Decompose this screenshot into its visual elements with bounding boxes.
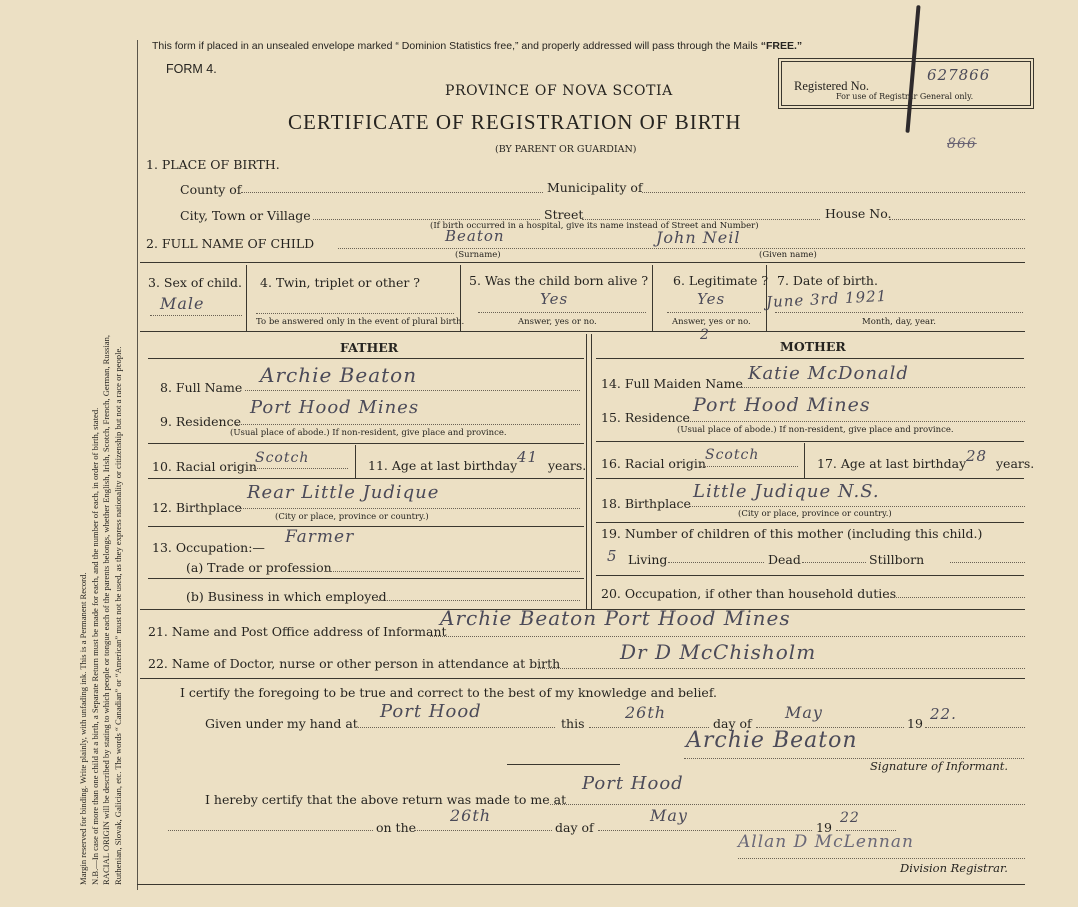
father-res-rule <box>148 443 584 444</box>
father-birthplace-line <box>240 508 580 509</box>
margin-note-3: RACIAL ORIGIN will be described by stating to which people or tongue each of the parents belongs, whether English, Irish, Scotch, French, German, Russian, <box>101 334 111 885</box>
mother-occupation-label: 20. Occupation, if other than household duties <box>601 586 897 601</box>
county-line <box>241 192 543 193</box>
mother-occupation-line <box>884 597 1025 598</box>
registrar-statement: I hereby certify that the above return was made to me at <box>205 792 567 807</box>
registrar-dayof-label: day of <box>555 820 594 835</box>
registrar-year: 22 <box>840 810 860 826</box>
father-residence-label: 9. Residence <box>160 414 241 429</box>
surname-caption: (Surname) <box>455 250 501 260</box>
date-value: June 3rd 1921 <box>765 286 888 312</box>
margin-note-4: Ruthenian, Slovak, Galician, etc. The words “ Canadian” or “American” must not be used, as they express nationality or citizenship but not a race or people. <box>112 346 123 885</box>
dead-line <box>802 562 866 563</box>
child-surname: Beaton <box>445 227 505 245</box>
municipality-label: Municipality of <box>547 180 643 195</box>
mother-living-count: 5 <box>607 547 618 565</box>
row3-bottom-rule <box>140 331 1025 332</box>
living-label: Living <box>628 552 668 567</box>
mother-name: Katie McDonald <box>748 363 909 384</box>
doctor-value: Dr D McChisholm <box>620 640 817 664</box>
mother-birthplace-label: 18. Birthplace <box>601 496 691 511</box>
mother-birth-rule <box>596 522 1024 523</box>
given-place: Port Hood <box>380 701 482 722</box>
given-label: Given under my hand at <box>205 716 358 731</box>
legitimate-line <box>667 312 761 313</box>
margin-note-2: N.B.—In case of more than one child at a birth, a Separate Return must be made for each, and the number of each, in order of birth, stated. <box>89 407 100 885</box>
mother-residence-label: 15. Residence <box>601 410 690 425</box>
given-day: 26th <box>625 703 667 722</box>
mother-age-divider <box>804 443 805 478</box>
row3-divider-3 <box>652 265 653 331</box>
informant-signature: Archie Beaton <box>686 728 858 753</box>
registrar-signature: Allan D McLennan <box>738 832 914 852</box>
mother-racial: Scotch <box>705 447 760 463</box>
mother-residence: Port Hood Mines <box>693 394 871 416</box>
stillborn-label: Stillborn <box>869 552 925 567</box>
registrar-place-line <box>550 804 1025 805</box>
page-bottom-rule <box>137 884 1025 885</box>
father-racial-label: 10. Racial origin <box>152 459 257 474</box>
father-racial: Scotch <box>255 450 310 466</box>
mail-notice <box>152 40 802 52</box>
municipality-line <box>642 192 1025 193</box>
registrar-caption: Division Registrar. <box>900 861 1008 875</box>
father-residence: Port Hood Mines <box>250 397 420 418</box>
house-label: House No. <box>825 206 892 221</box>
registrar-signature-line <box>738 858 1025 859</box>
row3-top-rule <box>140 262 1025 263</box>
hospital-note: (If birth occurred in a hospital, give its name instead of Street and Number) <box>430 221 759 231</box>
father-trade-label: (a) Trade or profession <box>186 560 332 575</box>
county-label: County of <box>180 182 242 197</box>
father-birthplace-note: (City or place, province or country.) <box>275 512 429 522</box>
father-name-label: 8. Full Name <box>160 380 243 395</box>
registrar-month: May <box>650 806 688 825</box>
binding-margin-line <box>137 40 138 890</box>
doctor-bottom-rule <box>140 678 1025 679</box>
living-line <box>668 562 764 563</box>
mother-res-rule <box>596 441 1024 442</box>
dayof-label: day of <box>713 716 752 731</box>
legitimate-value: Yes <box>697 290 726 308</box>
mother-children-label: 19. Number of children of this mother (including this child.) <box>601 526 983 541</box>
father-birthplace-label: 12. Birthplace <box>152 500 242 515</box>
stillborn-line <box>950 562 1025 563</box>
dead-label: Dead <box>768 552 801 567</box>
given-year-prefix: 19 <box>907 716 923 731</box>
twin-line <box>256 313 454 314</box>
registrar-day-line <box>414 830 552 831</box>
place-heading: 1. PLACE OF BIRTH. <box>146 157 280 172</box>
certificate-title: CERTIFICATE OF REGISTRATION OF BIRTH <box>288 110 742 134</box>
alive-line <box>478 312 646 313</box>
registrar-month-line <box>598 830 812 831</box>
margin-instructions <box>78 335 124 885</box>
parents-divider-2 <box>591 334 592 609</box>
given-year-line <box>925 727 1025 728</box>
informant-line <box>430 636 1025 637</box>
form-number: FORM 4. <box>166 62 217 76</box>
mother-racial-line <box>700 466 798 467</box>
date-note: Month, day, year. <box>862 317 936 327</box>
mother-children-rule <box>596 575 1024 576</box>
mother-residence-line <box>687 421 1025 422</box>
father-age: 41 <box>517 448 539 466</box>
certificate-subtitle: (BY PARENT OR GUARDIAN) <box>495 144 637 155</box>
mother-racial-label: 16. Racial origin <box>601 456 706 471</box>
mother-name-label: 14. Full Maiden Name <box>601 376 743 391</box>
father-residence-note: (Usual place of abode.) If non-resident, give place and province. <box>230 428 507 438</box>
sex-label: 3. Sex of child. <box>148 275 243 290</box>
mother-heading-rule <box>596 358 1024 359</box>
registrar-year-prefix: 19 <box>816 820 832 835</box>
mail-notice-free: “FREE.” <box>760 40 803 52</box>
date-label: 7. Date of birth. <box>777 273 878 288</box>
certify-divider <box>507 764 620 765</box>
legitimate-label: 6. Legitimate ? <box>673 273 769 288</box>
informant-label: 21. Name and Post Office address of Informant <box>148 624 447 639</box>
sex-line <box>150 315 242 316</box>
registrar-prefix-line <box>168 830 373 831</box>
mother-birthplace-line <box>690 506 1025 507</box>
father-heading-rule <box>148 358 584 359</box>
father-heading: FATHER <box>340 340 399 355</box>
mother-heading: MOTHER <box>780 339 846 354</box>
child-name-label: 2. FULL NAME OF CHILD <box>146 236 315 251</box>
alive-value: Yes <box>540 290 569 308</box>
father-name-line <box>245 390 580 391</box>
father-business-label: (b) Business in which employed <box>186 589 387 604</box>
sex-value: Male <box>160 294 205 313</box>
margin-note-1: Margin reserved for binding. Write plainly, with unfading ink. This is a Permanent Record. <box>78 572 88 885</box>
twin-note: To be answered only in the event of plural birth. <box>256 317 465 327</box>
registrar-year-line <box>836 830 896 831</box>
registered-number: 627866 <box>927 66 991 84</box>
street-line <box>582 219 820 220</box>
given-month: May <box>785 703 823 722</box>
father-business-line <box>378 600 580 601</box>
father-residence-line <box>236 424 580 425</box>
child-name-line <box>338 248 1025 249</box>
mother-residence-note: (Usual place of abode.) If non-resident, give place and province. <box>677 425 954 435</box>
alive-label: 5. Was the child born alive ? <box>469 273 649 288</box>
twin-label: 4. Twin, triplet or other ? <box>260 275 420 290</box>
father-trade-rule <box>148 578 584 579</box>
row3-divider-1 <box>246 265 247 331</box>
father-age-rule <box>148 478 584 479</box>
this-label: this <box>561 716 585 731</box>
city-label: City, Town or Village <box>180 208 311 223</box>
registered-note: For use of Registrar General only. <box>836 92 974 101</box>
father-occupation: Farmer <box>285 527 355 547</box>
father-birth-rule <box>148 526 584 527</box>
province-heading: PROVINCE OF NOVA SCOTIA <box>445 83 673 99</box>
registrar-on-label: on the <box>376 820 417 835</box>
given-caption: (Given name) <box>759 250 817 260</box>
father-occupation-label: 13. Occupation:— <box>152 540 265 555</box>
mother-name-line <box>741 387 1025 388</box>
father-birthplace: Rear Little Judique <box>247 482 440 503</box>
given-place-line <box>355 727 555 728</box>
mother-birthplace: Little Judique N.S. <box>693 481 880 502</box>
informant-signature-caption: Signature of Informant. <box>870 759 1009 773</box>
date-line <box>775 312 1023 313</box>
mother-birthplace-note: (City or place, province or country.) <box>738 509 892 519</box>
father-name: Archie Beaton <box>260 363 418 387</box>
father-racial-line <box>253 468 348 469</box>
father-age-label: 11. Age at last birthday <box>368 458 518 473</box>
mother-mark: 2 <box>700 327 710 343</box>
registrar-day: 26th <box>450 806 492 825</box>
given-year: 22. <box>930 705 957 723</box>
doctor-label: 22. Name of Doctor, nurse or other person in attendance at birth <box>148 656 561 671</box>
alive-note: Answer, yes or no. <box>518 317 597 327</box>
certify-statement: I certify the foregoing to be true and correct to the best of my knowledge and belief. <box>180 685 717 700</box>
father-trade-line <box>325 571 580 572</box>
registered-label: Registered No. <box>794 79 869 93</box>
doctor-line <box>538 668 1025 669</box>
mother-age-unit: years. <box>996 456 1035 471</box>
father-age-unit: years. <box>548 458 587 473</box>
registrar-place: Port Hood <box>582 773 684 794</box>
street-label: Street <box>544 207 584 222</box>
father-age-divider <box>355 445 356 478</box>
house-line <box>889 219 1025 220</box>
mail-notice-text: This form if placed in an unsealed envelope marked “ Dominion Statistics free,” and properly addressed will pass through the Mails <box>152 40 758 52</box>
stray-number: 866 <box>947 136 977 152</box>
informant-value: Archie Beaton Port Hood Mines <box>440 606 791 630</box>
legitimate-note: Answer, yes or no. <box>672 317 751 327</box>
mother-age: 28 <box>966 447 988 465</box>
city-line <box>313 219 540 220</box>
child-given-name: John Neil <box>656 228 741 247</box>
mother-age-rule <box>596 478 1024 479</box>
mother-age-label: 17. Age at last birthday <box>817 456 967 471</box>
